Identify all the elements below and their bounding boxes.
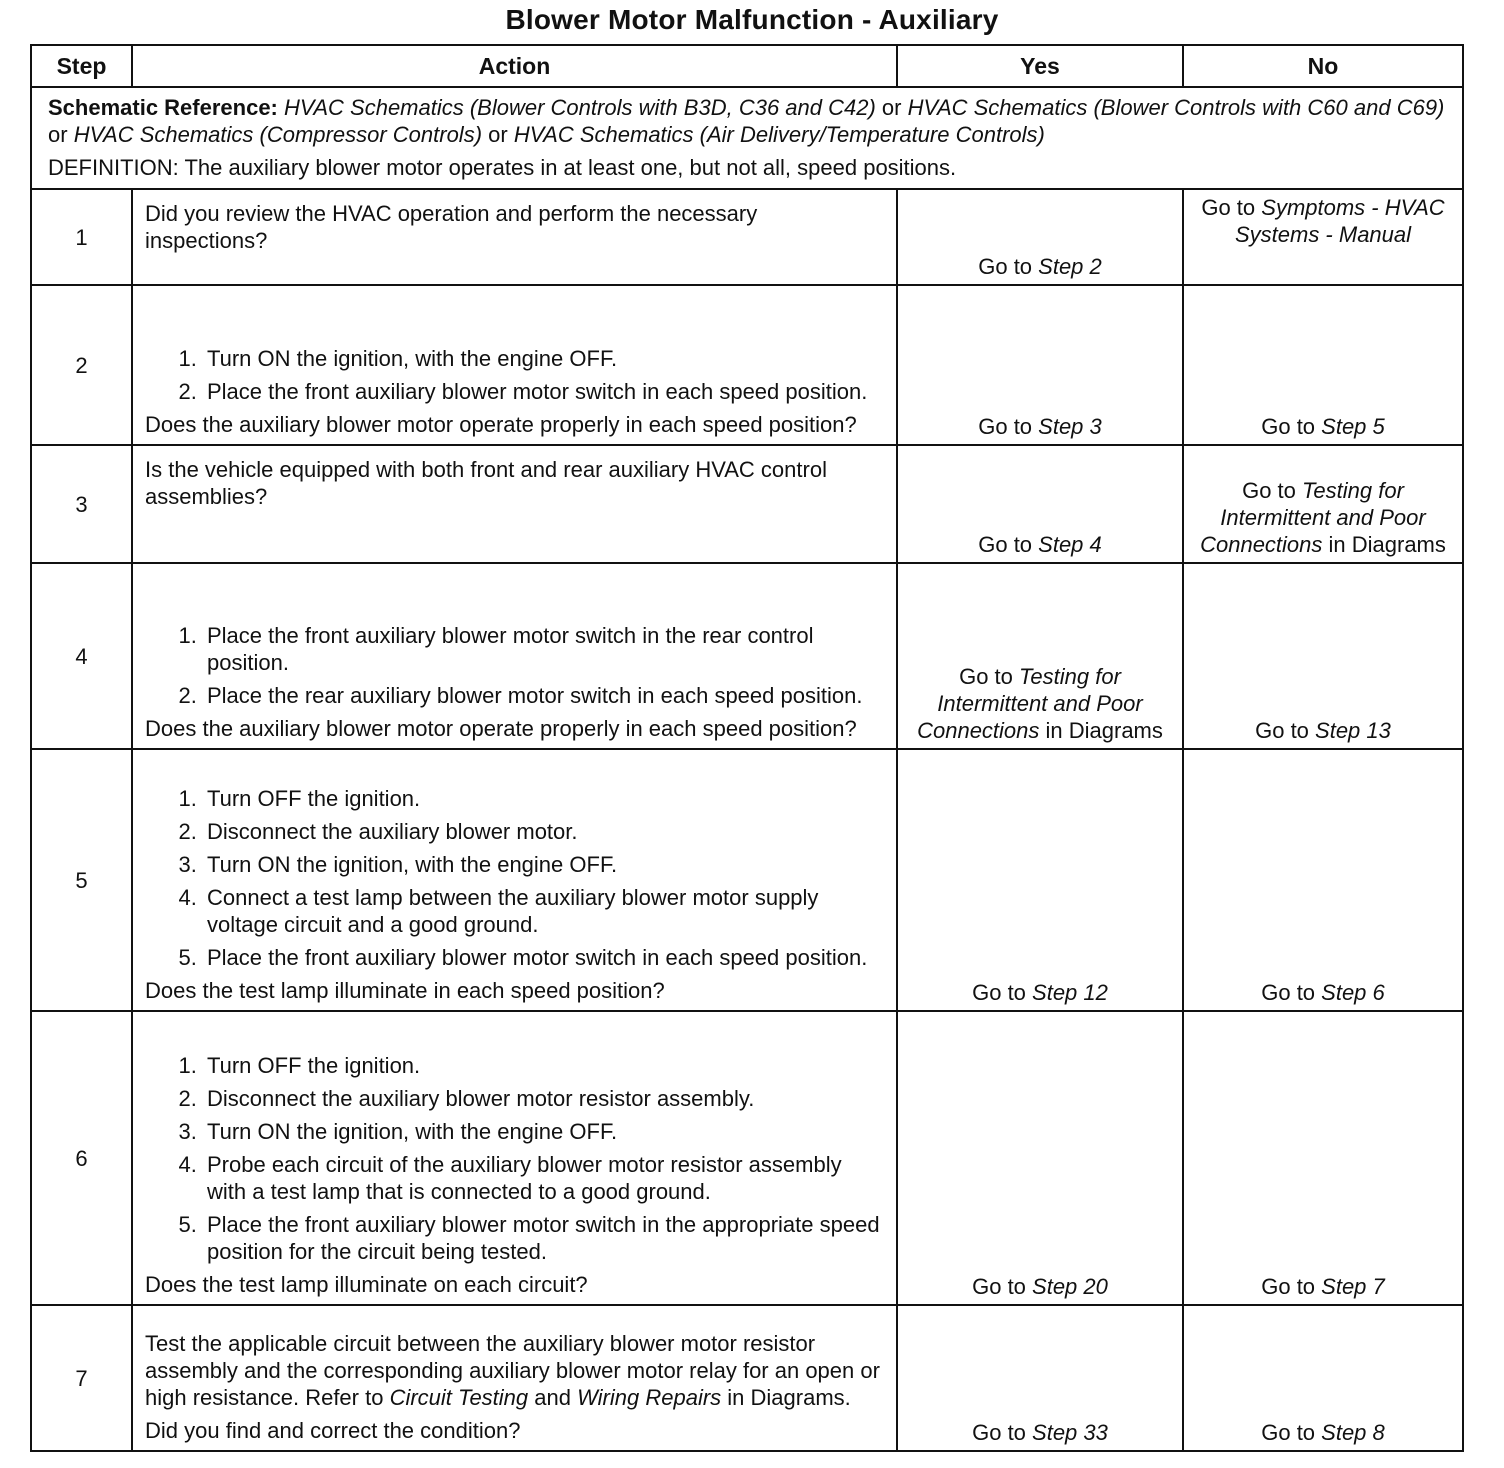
header-step: Step <box>31 45 132 87</box>
yes-cell <box>897 1011 1183 1305</box>
step-question: Is the vehicle equipped with both front and rear auxiliary HVAC control assemblies? <box>145 457 827 509</box>
action-item: 4. Connect a test lamp between the auxiliary blower motor supply voltage circuit and a good ground. <box>203 884 884 938</box>
action-list <box>145 1052 884 1265</box>
yes-link[interactable]: Step 12 <box>1032 980 1108 1005</box>
go-to-text: Go to <box>978 532 1039 557</box>
wiring-repairs-link[interactable]: Wiring Repairs <box>577 1385 722 1410</box>
reference-or: or <box>482 122 514 147</box>
no-cell <box>1183 563 1463 749</box>
action-list <box>145 345 884 405</box>
action-list <box>145 622 884 709</box>
reference-link-3[interactable]: HVAC Schematics (Compressor Controls) <box>73 122 483 147</box>
action-item: 5. Place the front auxiliary blower motor switch in the appropriate speed position for the circuit being tested. <box>203 1211 884 1265</box>
diagnostic-table <box>30 44 1464 1452</box>
step-question: Does the auxiliary blower motor operate properly in each speed position? <box>145 716 857 741</box>
reference-text <box>48 94 1446 148</box>
yes-link[interactable]: Step 2 <box>1038 254 1102 279</box>
no-link[interactable]: Step 6 <box>1321 980 1385 1005</box>
action-list <box>145 785 884 971</box>
header-row <box>31 45 1463 87</box>
go-to-text: Go to <box>1242 478 1302 503</box>
definition-text: DEFINITION: The auxiliary blower motor operates in at least one, but not all, speed positions. <box>48 155 957 180</box>
reference-or: or <box>48 122 74 147</box>
yes-link[interactable]: Step 3 <box>1038 414 1102 439</box>
yes-cell <box>897 189 1183 285</box>
reference-link-4[interactable]: HVAC Schematics (Air Delivery/Temperature Controls) <box>513 122 1045 147</box>
no-cell <box>1183 1305 1463 1451</box>
action-item: 2. Disconnect the auxiliary blower motor. <box>203 818 884 845</box>
no-cell <box>1183 445 1463 563</box>
action-item: 2. Place the rear auxiliary blower motor switch in each speed position. <box>203 682 884 709</box>
step-number: 5 <box>31 749 132 1011</box>
table-row <box>31 1011 1463 1305</box>
no-cell <box>1183 189 1463 285</box>
go-to-text: Go to <box>978 254 1039 279</box>
no-cell <box>1183 749 1463 1011</box>
header-no: No <box>1183 45 1463 87</box>
table-row <box>31 285 1463 445</box>
action-cell <box>132 1011 897 1305</box>
action-text-part: and <box>528 1385 578 1410</box>
no-link[interactable]: Step 7 <box>1321 1274 1385 1299</box>
action-item: 1. Turn OFF the ignition. <box>203 785 884 812</box>
yes-link[interactable]: Step 4 <box>1038 532 1102 557</box>
table-row <box>31 563 1463 749</box>
yes-link[interactable]: Step 20 <box>1032 1274 1108 1299</box>
action-item: 1. Turn ON the ignition, with the engine OFF. <box>203 345 884 372</box>
reference-link-1[interactable]: HVAC Schematics (Blower Controls with B3D, C36 and C42) <box>284 95 876 120</box>
in-diagrams-text: in Diagrams <box>1322 532 1446 557</box>
step-number: 1 <box>31 189 132 285</box>
go-to-text: Go to <box>1255 718 1316 743</box>
go-to-text: Go to <box>1201 195 1262 220</box>
go-to-text: Go to <box>972 1420 1033 1445</box>
go-to-text: Go to <box>1261 980 1322 1005</box>
action-cell <box>132 445 897 563</box>
action-text-part: Test the applicable circuit between the auxiliary blower motor resistor assembly and the corresponding auxiliary blower motor relay for an open or high resistance. Refer to <box>145 1331 880 1410</box>
action-item: 5. Place the front auxiliary blower motor switch in each speed position. <box>203 944 884 971</box>
in-diagrams-text: in Diagrams <box>1039 718 1163 743</box>
action-cell <box>132 749 897 1011</box>
step-question: Did you find and correct the condition? <box>145 1418 521 1443</box>
header-action: Action <box>132 45 897 87</box>
action-item: 1. Place the front auxiliary blower motor switch in the rear control position. <box>203 622 884 676</box>
action-text <box>145 1330 884 1411</box>
reference-link-2[interactable]: HVAC Schematics (Blower Controls with C60 and C69) <box>907 95 1445 120</box>
action-cell <box>132 189 897 285</box>
go-to-text: Go to <box>959 664 1019 689</box>
header-yes: Yes <box>897 45 1183 87</box>
action-item: 3. Turn ON the ignition, with the engine OFF. <box>203 1118 884 1145</box>
no-cell <box>1183 1011 1463 1305</box>
table-row <box>31 749 1463 1011</box>
yes-cell <box>897 749 1183 1011</box>
action-cell <box>132 1305 897 1451</box>
schematic-reference <box>31 87 1463 189</box>
step-number: 3 <box>31 445 132 563</box>
page-title: Blower Motor Malfunction - Auxiliary <box>505 4 999 35</box>
yes-link[interactable]: Testing for Intermittent and Poor Connections <box>917 664 1143 743</box>
yes-cell <box>897 563 1183 749</box>
no-link[interactable]: Symptoms - HVAC Systems - Manual <box>1234 195 1445 247</box>
step-number: 7 <box>31 1305 132 1451</box>
no-link[interactable]: Testing for Intermittent and Poor Connections <box>1200 478 1426 557</box>
reference-row <box>31 87 1463 189</box>
yes-link[interactable]: Step 33 <box>1032 1420 1108 1445</box>
step-question: Does the auxiliary blower motor operate properly in each speed position? <box>145 412 857 437</box>
table-row <box>31 445 1463 563</box>
circuit-testing-link[interactable]: Circuit Testing <box>389 1385 529 1410</box>
action-text-part: in Diagrams. <box>721 1385 851 1410</box>
step-question: Does the test lamp illuminate on each circuit? <box>145 1272 588 1297</box>
step-number: 6 <box>31 1011 132 1305</box>
go-to-text: Go to <box>972 980 1033 1005</box>
step-number: 4 <box>31 563 132 749</box>
step-question: Did you review the HVAC operation and perform the necessary inspections? <box>145 201 758 253</box>
table-row <box>31 1305 1463 1451</box>
action-cell <box>132 285 897 445</box>
yes-cell <box>897 1305 1183 1451</box>
no-link[interactable]: Step 5 <box>1321 414 1385 439</box>
go-to-text: Go to <box>978 414 1039 439</box>
go-to-text: Go to <box>1261 1420 1322 1445</box>
no-link[interactable]: Step 13 <box>1315 718 1391 743</box>
step-number: 2 <box>31 285 132 445</box>
action-item: 4. Probe each circuit of the auxiliary blower motor resistor assembly with a test lamp that is connected to a good ground. <box>203 1151 884 1205</box>
action-item: 1. Turn OFF the ignition. <box>203 1052 884 1079</box>
go-to-text: Go to <box>972 1274 1033 1299</box>
yes-cell <box>897 445 1183 563</box>
step-question: Does the test lamp illuminate in each speed position? <box>145 978 665 1003</box>
no-cell <box>1183 285 1463 445</box>
go-to-text: Go to <box>1261 1274 1322 1299</box>
action-cell <box>132 563 897 749</box>
yes-cell <box>897 285 1183 445</box>
action-item: 3. Turn ON the ignition, with the engine OFF. <box>203 851 884 878</box>
reference-label: Schematic Reference: <box>48 95 278 120</box>
table-row <box>31 189 1463 285</box>
go-to-text: Go to <box>1261 414 1322 439</box>
no-link[interactable]: Step 8 <box>1321 1420 1385 1445</box>
action-item: 2. Place the front auxiliary blower motor switch in each speed position. <box>203 378 884 405</box>
action-item: 2. Disconnect the auxiliary blower motor resistor assembly. <box>203 1085 884 1112</box>
reference-or: or <box>875 95 908 120</box>
